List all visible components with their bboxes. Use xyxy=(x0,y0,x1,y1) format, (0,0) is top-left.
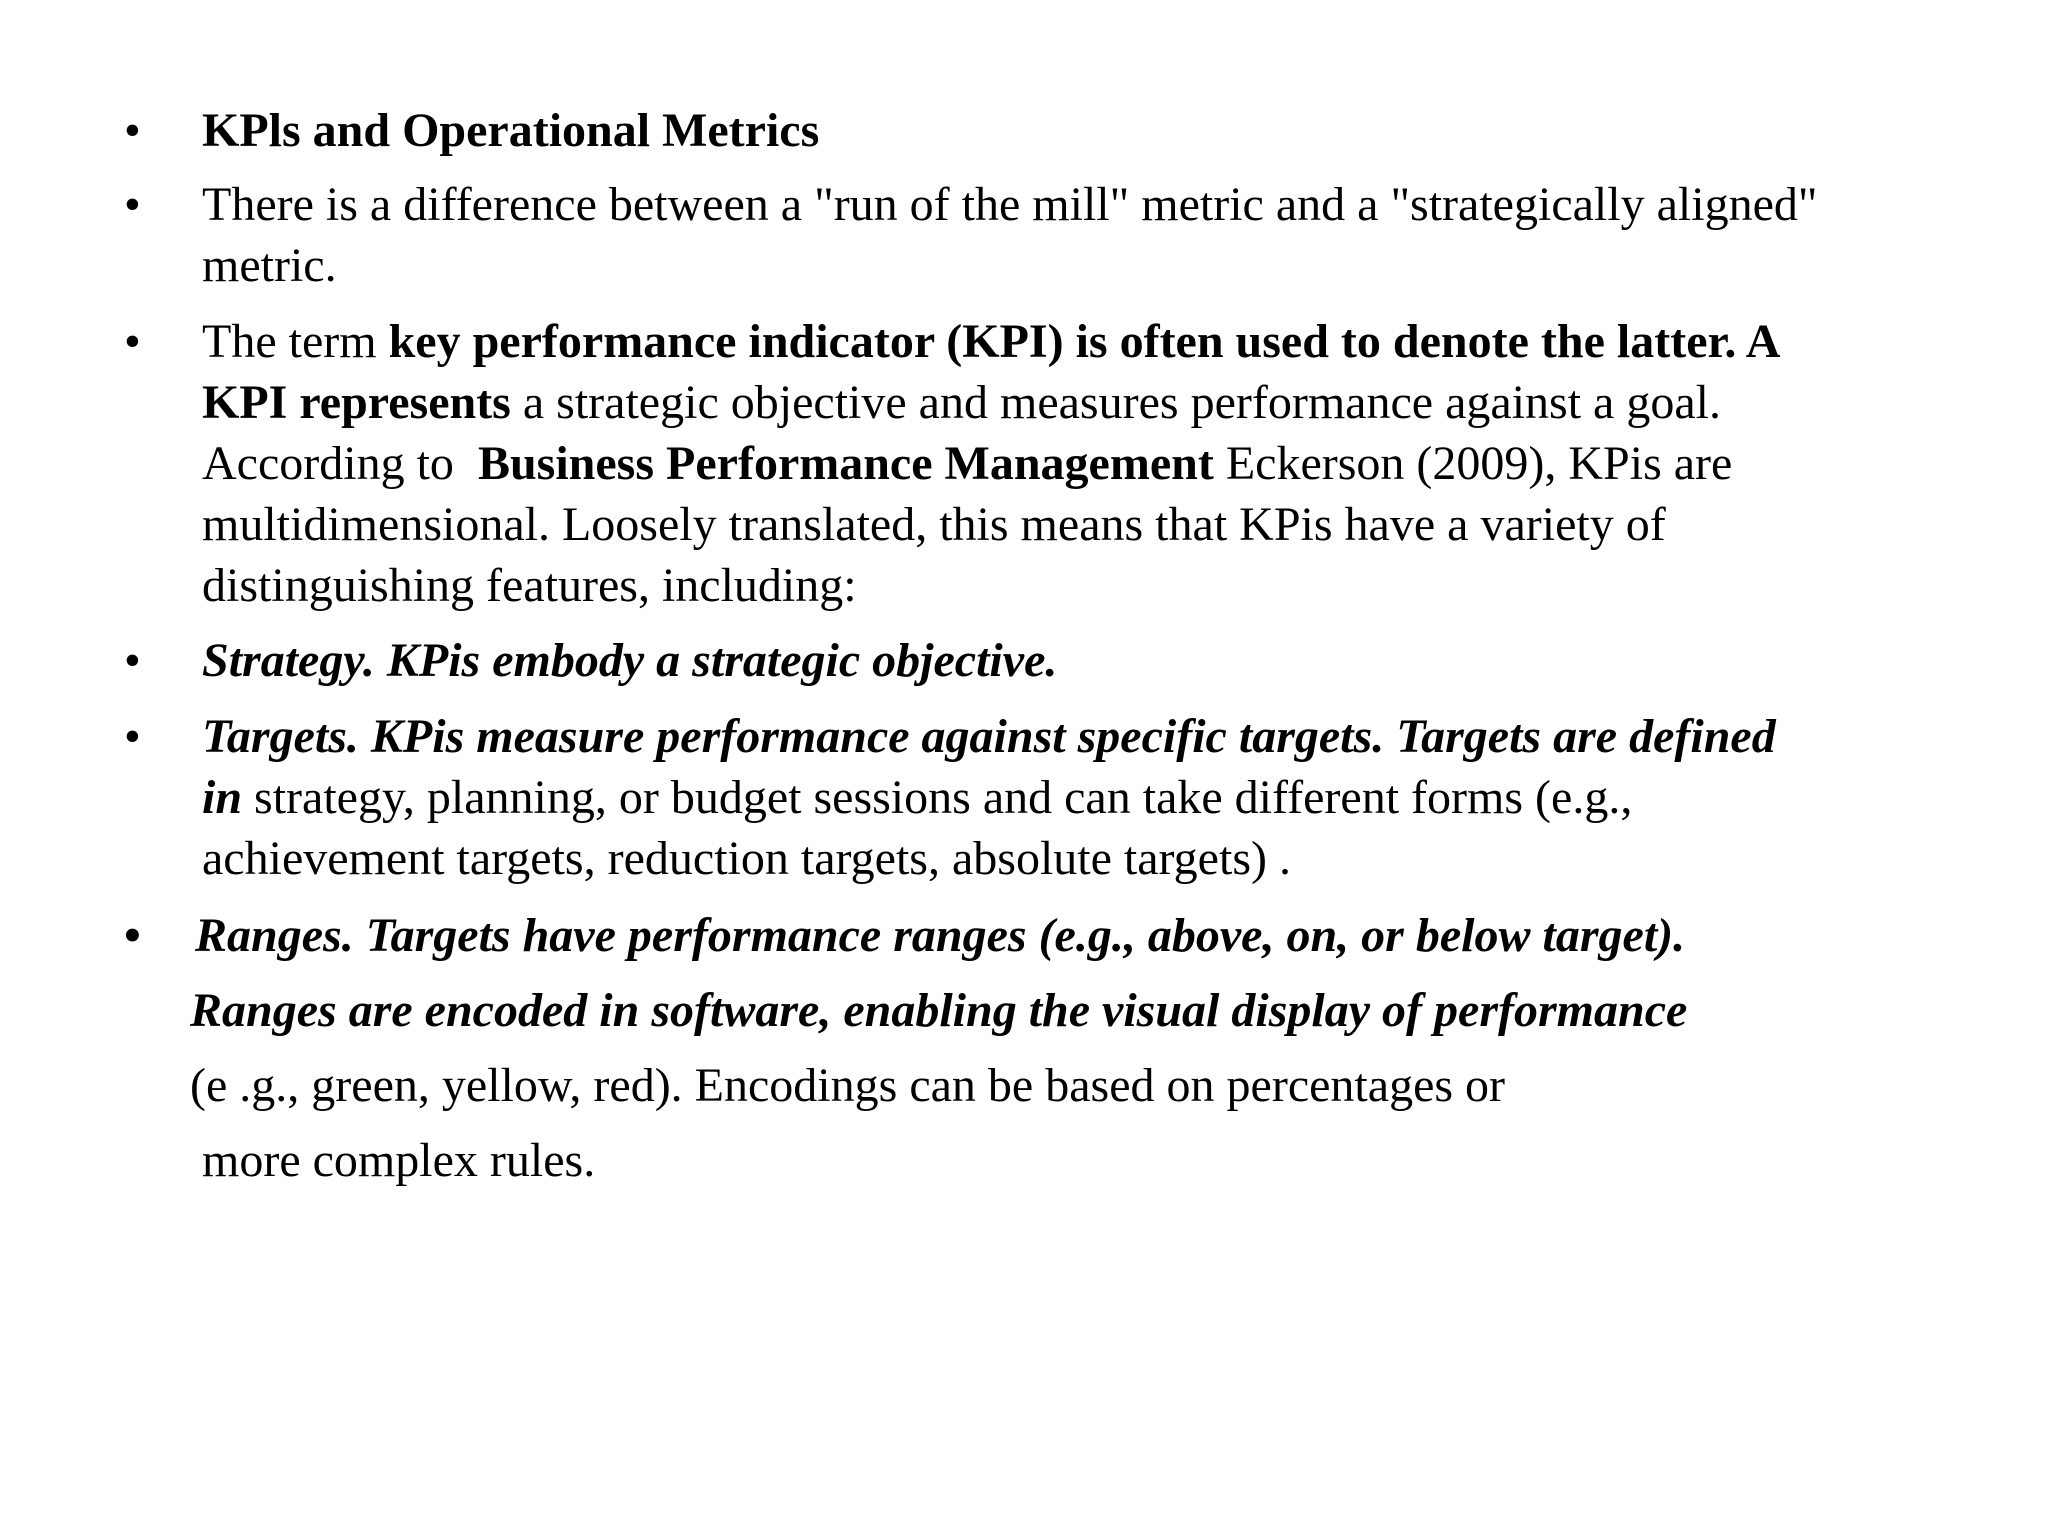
text-line xyxy=(202,494,2002,555)
text-line xyxy=(202,706,2002,767)
bullet-icon: • xyxy=(124,710,141,763)
text-run: (e .g., green, yellow, red). Encodings can be based on percentages or xyxy=(190,1059,1506,1112)
text-run: more complex rules. xyxy=(202,1134,596,1187)
text-run: Ranges. Targets have performance ranges (e.g., above, on, or below target). xyxy=(195,909,1686,962)
text-line xyxy=(195,905,1995,966)
text-run: According to xyxy=(202,437,478,490)
bullet-text xyxy=(202,630,2002,691)
text-line xyxy=(202,555,2002,616)
text-run: metric. xyxy=(202,239,337,292)
text-run: strategy, planning, or budget sessions and can take different forms (e.g., xyxy=(242,771,1633,824)
bullet-icon: • xyxy=(124,104,141,157)
text-line xyxy=(202,311,2002,372)
text-run: Strategy. KPis embody a strategic objective. xyxy=(202,634,1058,687)
continuation-line xyxy=(190,1055,1505,1116)
continuation-line xyxy=(202,1130,595,1191)
text-run: The term xyxy=(202,315,389,368)
continuation-line xyxy=(190,980,1687,1041)
bullet-icon: • xyxy=(124,315,141,368)
text-line xyxy=(202,630,2002,691)
text-run: key performance indicator (KPI) is often used to denote the latter. A xyxy=(388,315,1781,368)
text-line xyxy=(202,767,2002,828)
text-line xyxy=(202,100,2002,161)
bullet-icon: • xyxy=(124,909,141,962)
bullet-text xyxy=(202,100,2002,161)
text-run: multidimensional. Loosely translated, this means that KPis have a variety of xyxy=(202,498,1666,551)
text-run: Eckerson (2009), KPis are xyxy=(1213,437,1733,490)
text-line xyxy=(202,174,2002,235)
bullet-text xyxy=(202,174,2002,296)
text-line xyxy=(202,433,2002,494)
text-line xyxy=(202,828,2002,889)
text-run: KPls and Operational Metrics xyxy=(202,104,820,157)
text-run: distinguishing features, including: xyxy=(202,559,857,612)
text-line xyxy=(202,235,2002,296)
text-run: There is a difference between a "run of the mill" metric and a "strategically aligned" xyxy=(202,178,1818,231)
text-run: Ranges are encoded in software, enabling the visual display of performance xyxy=(190,984,1688,1037)
text-run: Targets. KPis measure performance against specific targets. Targets are defined xyxy=(202,710,1776,763)
bullet-text xyxy=(202,311,2002,616)
text-run: Business Performance Management xyxy=(477,437,1214,490)
text-run: in xyxy=(202,771,243,824)
text-line xyxy=(202,372,2002,433)
bullet-text xyxy=(195,905,1995,966)
bullet-text xyxy=(202,706,2002,889)
bullet-icon: • xyxy=(124,634,141,687)
bullet-icon: • xyxy=(124,178,141,231)
text-run: achievement targets, reduction targets, absolute targets) . xyxy=(202,832,1291,885)
text-run: a strategic objective and measures performance against a goal. xyxy=(510,376,1721,429)
text-run: KPI represents xyxy=(202,376,511,429)
